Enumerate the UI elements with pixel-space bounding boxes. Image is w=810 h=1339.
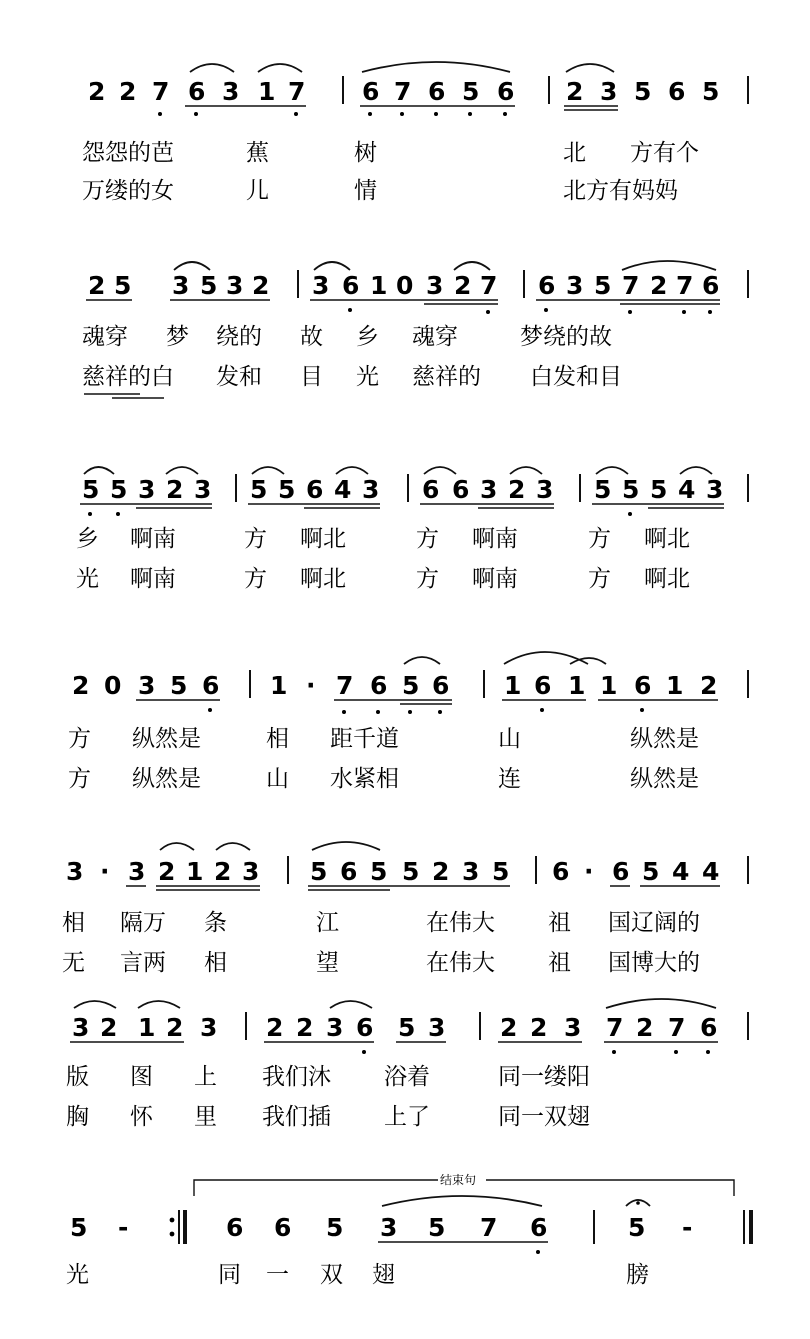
lyric-line: 上 <box>194 1064 217 1090</box>
lyric-line: 目 <box>300 364 323 390</box>
lyric-line: 里 <box>194 1104 217 1130</box>
note: 1 <box>186 857 204 886</box>
ending-label: 结束句 <box>440 1173 477 1187</box>
note: 6 <box>370 671 388 700</box>
lyric-line: 啊南 <box>130 566 176 592</box>
note: 0 <box>104 671 122 700</box>
note: - <box>682 1213 693 1242</box>
note: 2 <box>508 475 526 504</box>
note: 5 <box>594 475 612 504</box>
note: 6 <box>497 77 515 106</box>
lyric-line: 儿 <box>246 178 269 204</box>
note: 5 <box>398 1013 416 1042</box>
octave-dot <box>294 112 298 116</box>
note: 2 <box>530 1013 548 1042</box>
note: 4 <box>678 475 696 504</box>
lyric-line: 啊南 <box>472 526 518 552</box>
lyric-line: 方 <box>416 566 439 592</box>
lyric-line: 白发和目 <box>530 364 622 390</box>
slur <box>680 467 712 474</box>
lyric-line: 怨怨的芭 <box>82 140 174 166</box>
note: 5 <box>110 475 128 504</box>
octave-dot <box>342 710 346 714</box>
slur <box>382 1196 542 1206</box>
octave-dot <box>682 310 686 314</box>
note: - <box>118 1213 129 1242</box>
lyric-line: 魂穿 <box>82 324 128 350</box>
note: 2 <box>650 271 668 300</box>
lyric-line: 啊北 <box>644 526 690 552</box>
lyric-line: 翅 <box>372 1262 395 1288</box>
lyric-line: 啊北 <box>300 566 346 592</box>
lyric-line: 万缕的女 <box>82 178 174 204</box>
note: 6 <box>702 271 720 300</box>
slur <box>596 467 628 474</box>
note: 5 <box>402 857 420 886</box>
slur <box>454 262 490 270</box>
note: 5 <box>310 857 328 886</box>
octave-dot <box>400 112 404 116</box>
octave-dot <box>706 1050 710 1054</box>
note: 5 <box>594 271 612 300</box>
note: 3 <box>242 857 260 886</box>
octave-dot <box>208 708 212 712</box>
note: 1 <box>504 671 522 700</box>
note: 5 <box>82 475 100 504</box>
lyric-line: 在伟大 <box>426 910 495 936</box>
slur <box>622 261 716 270</box>
slur <box>258 64 302 72</box>
note: 2 <box>158 857 176 886</box>
note: 3 <box>138 475 156 504</box>
note: 5 <box>370 857 388 886</box>
system-4 <box>68 652 748 792</box>
note: 0 <box>396 271 414 300</box>
slur <box>606 999 716 1008</box>
note: 2 <box>500 1013 518 1042</box>
note: 5 <box>622 475 640 504</box>
slur <box>362 62 510 72</box>
note: 6 <box>668 77 686 106</box>
note: 1 <box>666 671 684 700</box>
octave-dot <box>486 310 490 314</box>
note: 3 <box>194 475 212 504</box>
system-5 <box>62 842 748 976</box>
slur <box>252 467 284 474</box>
octave-dot <box>88 512 92 516</box>
note: 5 <box>650 475 668 504</box>
lyric-line: 相 <box>204 950 227 976</box>
lyric-line: 言两 <box>120 950 166 976</box>
note: 5 <box>634 77 652 106</box>
slur <box>312 842 380 850</box>
octave-dot <box>194 112 198 116</box>
note: 3 <box>480 475 498 504</box>
note: · <box>306 671 316 700</box>
lyric-line: 故 <box>300 324 323 350</box>
slur <box>314 262 350 270</box>
note: 3 <box>706 475 724 504</box>
lyric-line: 方 <box>588 526 611 552</box>
slur <box>190 64 234 72</box>
octave-dot <box>408 710 412 714</box>
lyric-line: 光 <box>76 566 99 592</box>
note: 2 <box>266 1013 284 1042</box>
lyric-line: 光 <box>356 364 379 390</box>
note: 5 <box>278 475 296 504</box>
note: 5 <box>628 1213 646 1242</box>
note: 3 <box>462 857 480 886</box>
lyric-line: 条 <box>204 910 227 936</box>
note: 3 <box>128 857 146 886</box>
octave-dot <box>674 1050 678 1054</box>
note: 3 <box>380 1213 398 1242</box>
note: 4 <box>702 857 720 886</box>
octave-dot <box>612 1050 616 1054</box>
note: 5 <box>702 77 720 106</box>
lyric-line: 国辽阔的 <box>608 910 700 936</box>
note: 5 <box>114 271 132 300</box>
note: 5 <box>170 671 188 700</box>
lyric-line: 啊北 <box>644 566 690 592</box>
lyric-line: 北方有妈妈 <box>563 178 678 204</box>
lyric-line: 一 <box>266 1262 289 1288</box>
lyric-line: 双 <box>320 1262 343 1288</box>
note: 3 <box>564 1013 582 1042</box>
slur <box>84 467 114 474</box>
note: 2 <box>100 1013 118 1042</box>
fermata-dot <box>636 1201 640 1205</box>
lyric-line: 祖 <box>548 910 571 936</box>
lyric-line: 国博大的 <box>608 950 700 976</box>
note: 6 <box>552 857 570 886</box>
lyric-line: 同一双翅 <box>498 1104 590 1130</box>
note: 1 <box>370 271 388 300</box>
lyric-line: 膀 <box>626 1262 649 1288</box>
octave-dot <box>536 1250 540 1254</box>
octave-dot <box>708 310 712 314</box>
lyric-line: 方 <box>416 526 439 552</box>
note: 3 <box>222 77 240 106</box>
lyric-line: 方 <box>68 766 91 792</box>
lyric-line: 隔万 <box>120 910 166 936</box>
note: 5 <box>326 1213 344 1242</box>
note: 2 <box>432 857 450 886</box>
note: 3 <box>72 1013 90 1042</box>
lyric-line: 方 <box>244 566 267 592</box>
note: 7 <box>606 1013 624 1042</box>
octave-dot <box>434 112 438 116</box>
note: 7 <box>152 77 170 106</box>
octave-dot <box>540 708 544 712</box>
lyric-line: 绕的 <box>216 324 262 350</box>
repeat-dot <box>170 1232 175 1237</box>
lyric-line: 方有个 <box>630 140 699 166</box>
lyric-line: 同 <box>218 1262 241 1288</box>
lyric-line: 同一缕阳 <box>498 1064 590 1090</box>
lyric-line: 魂穿 <box>412 324 458 350</box>
note: 3 <box>426 271 444 300</box>
lyric-line: 方 <box>68 726 91 752</box>
lyric-line: 相 <box>266 726 289 752</box>
note: 5 <box>402 671 420 700</box>
lyric-line: 图 <box>130 1064 153 1090</box>
lyric-line: 慈祥的 <box>412 364 481 390</box>
slur <box>424 467 456 474</box>
lyric-line: 蕉 <box>246 140 269 166</box>
lyric-line: 梦 <box>166 324 189 350</box>
lyric-line: 啊南 <box>472 566 518 592</box>
note: 6 <box>306 475 324 504</box>
note: 6 <box>422 475 440 504</box>
lyric-line: 连 <box>498 766 521 792</box>
note: 5 <box>250 475 268 504</box>
octave-dot <box>628 512 632 516</box>
lyric-line: 乡 <box>356 324 379 350</box>
slur <box>404 657 440 664</box>
note: 4 <box>672 857 690 886</box>
note: 2 <box>72 671 90 700</box>
lyric-line: 望 <box>316 950 339 976</box>
lyric-line: 慈祥的白 <box>82 364 174 390</box>
lyric-line: 怀 <box>130 1104 153 1130</box>
note: 2 <box>454 271 472 300</box>
note: 7 <box>622 271 640 300</box>
lyric-line: 水紧相 <box>330 766 399 792</box>
lyric-line: 我们插 <box>262 1104 331 1130</box>
note: 6 <box>226 1213 244 1242</box>
system-1 <box>82 62 748 204</box>
note: 6 <box>432 671 450 700</box>
note: 6 <box>428 77 446 106</box>
note: 1 <box>270 671 288 700</box>
slur <box>216 843 250 850</box>
note: 3 <box>200 1013 218 1042</box>
lyric-line: 距千道 <box>330 726 399 752</box>
lyric-line: 祖 <box>548 950 571 976</box>
note: 2 <box>166 475 184 504</box>
lyric-line: 相 <box>62 910 85 936</box>
note: 5 <box>70 1213 88 1242</box>
octave-dot <box>628 310 632 314</box>
note: 2 <box>214 857 232 886</box>
note: 4 <box>334 475 352 504</box>
note: 6 <box>700 1013 718 1042</box>
system-1-notes <box>88 76 748 106</box>
lyric-line: 方 <box>244 526 267 552</box>
note: 6 <box>342 271 360 300</box>
lyric-line: 在伟大 <box>426 950 495 976</box>
repeat-dot <box>170 1218 175 1223</box>
note: · <box>584 857 594 886</box>
octave-dot <box>368 112 372 116</box>
lyric-line: 情 <box>354 178 377 204</box>
octave-dot <box>468 112 472 116</box>
octave-dot <box>348 308 352 312</box>
lyric-line: 胸 <box>66 1104 89 1130</box>
note: 3 <box>226 271 244 300</box>
octave-dot <box>376 710 380 714</box>
slur <box>510 467 542 474</box>
slur <box>160 843 194 850</box>
slur <box>74 1001 116 1008</box>
note: 1 <box>568 671 586 700</box>
note: 7 <box>480 271 498 300</box>
octave-dot <box>116 512 120 516</box>
note: 3 <box>138 671 156 700</box>
lyric-line: 乡 <box>76 526 99 552</box>
note: 7 <box>676 271 694 300</box>
note: 7 <box>394 77 412 106</box>
note: 2 <box>296 1013 314 1042</box>
lyric-line: 版 <box>66 1064 89 1090</box>
lyric-line: 我们沐 <box>262 1064 331 1090</box>
note: 6 <box>362 77 380 106</box>
note: 3 <box>428 1013 446 1042</box>
note: 2 <box>700 671 718 700</box>
octave-dot <box>158 112 162 116</box>
lyric-line: 山 <box>498 726 521 752</box>
lyric-line: 江 <box>316 910 339 936</box>
system-6 <box>66 999 748 1130</box>
lyric-line: 纵然是 <box>132 726 201 752</box>
lyric-line: 啊北 <box>300 526 346 552</box>
note: 5 <box>462 77 480 106</box>
note: 6 <box>356 1013 374 1042</box>
slur <box>138 1001 180 1008</box>
note: 6 <box>538 271 556 300</box>
note: 7 <box>336 671 354 700</box>
slur <box>504 652 588 664</box>
lyric-line: 上了 <box>384 1104 430 1130</box>
note: 3 <box>312 271 330 300</box>
note: 2 <box>252 271 270 300</box>
slur <box>566 64 614 72</box>
octave-dot <box>544 308 548 312</box>
lyric-line: 光 <box>66 1262 89 1288</box>
octave-dot <box>362 1050 366 1054</box>
slur <box>166 467 198 474</box>
lyric-line: 无 <box>62 950 85 976</box>
lyric-line: 梦绕的故 <box>520 324 612 350</box>
lyric-line: 纵然是 <box>630 726 699 752</box>
note: 2 <box>88 271 106 300</box>
lyric-line: 方 <box>588 566 611 592</box>
octave-dot <box>640 708 644 712</box>
note: 5 <box>492 857 510 886</box>
note: 6 <box>188 77 206 106</box>
note: 2 <box>88 77 106 106</box>
note: 6 <box>612 857 630 886</box>
slur <box>174 262 210 270</box>
note: 7 <box>480 1213 498 1242</box>
system-2 <box>82 261 748 398</box>
lyric-line: 纵然是 <box>630 766 699 792</box>
slur <box>330 1001 372 1008</box>
octave-dot <box>438 710 442 714</box>
lyric-line: 啊南 <box>130 526 176 552</box>
note: 5 <box>200 271 218 300</box>
note: 3 <box>566 271 584 300</box>
lyric-line: 北 <box>563 140 586 166</box>
lyric-line: 纵然是 <box>132 766 201 792</box>
note: 6 <box>274 1213 292 1242</box>
note: 3 <box>600 77 618 106</box>
slur <box>336 467 368 474</box>
note: 6 <box>452 475 470 504</box>
note: 6 <box>202 671 220 700</box>
note: 6 <box>534 671 552 700</box>
note: 5 <box>428 1213 446 1242</box>
note: 3 <box>172 271 190 300</box>
octave-dot <box>503 112 507 116</box>
note: 5 <box>642 857 660 886</box>
note: 3 <box>326 1013 344 1042</box>
note: 6 <box>634 671 652 700</box>
system-7 <box>66 1172 751 1288</box>
note: 3 <box>362 475 380 504</box>
note: 7 <box>668 1013 686 1042</box>
lyric-line: 山 <box>266 766 289 792</box>
lyric-line: 树 <box>354 140 377 166</box>
system-3 <box>76 467 748 592</box>
note: 3 <box>536 475 554 504</box>
note: · <box>100 857 110 886</box>
note: 2 <box>119 77 137 106</box>
note: 6 <box>340 857 358 886</box>
note: 1 <box>138 1013 156 1042</box>
note: 2 <box>566 77 584 106</box>
note: 7 <box>288 77 306 106</box>
note: 6 <box>530 1213 548 1242</box>
note: 1 <box>258 77 276 106</box>
note: 2 <box>166 1013 184 1042</box>
note: 3 <box>66 857 84 886</box>
lyric-line: 发和 <box>216 364 262 390</box>
lyric-line: 浴着 <box>384 1064 430 1090</box>
note: 2 <box>636 1013 654 1042</box>
note: 1 <box>600 671 618 700</box>
